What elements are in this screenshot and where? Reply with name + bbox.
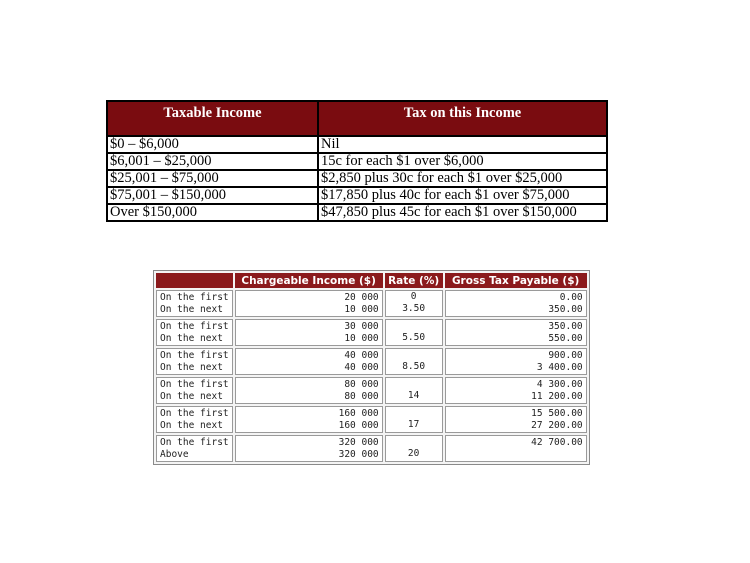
table1-bracket-cell: $0 – $6,000 bbox=[107, 136, 318, 153]
table1-row bbox=[107, 204, 607, 221]
table2-gross-cell-line bbox=[449, 449, 583, 461]
table2-label-cell-line: On the first bbox=[160, 350, 229, 361]
table2-rate-cell-line: 20 bbox=[407, 448, 420, 459]
table2-income-cell-line: 20 000 bbox=[344, 292, 379, 303]
table2-label-cell-line: On the first bbox=[160, 408, 229, 419]
table1-bracket-cell: Over $150,000 bbox=[107, 204, 318, 221]
table2-rate-cell bbox=[385, 348, 443, 375]
table2-rate-cell-line bbox=[389, 436, 439, 448]
table1-header-taxable-income: Taxable Income bbox=[107, 101, 318, 136]
table2-label-cell-line: On the first bbox=[160, 292, 229, 303]
table2-label-cell-line: On the next bbox=[160, 420, 223, 431]
table2-rate-cell-line: 8.50 bbox=[402, 361, 426, 372]
table2-gross-cell bbox=[445, 435, 587, 462]
table2-gross-cell-line: 27 200.00 bbox=[531, 420, 583, 431]
table2-row bbox=[156, 319, 587, 346]
table2-income-cell-line: 10 000 bbox=[344, 333, 379, 344]
table1-row bbox=[107, 153, 607, 170]
table1-row bbox=[107, 136, 607, 153]
table2-gross-cell-line: 900.00 bbox=[548, 350, 583, 361]
table2-header-chargeable-income: Chargeable Income ($) bbox=[235, 273, 383, 288]
table2-rate-cell-line: 5.50 bbox=[402, 332, 426, 343]
table2-label-cell-line: On the first bbox=[160, 321, 229, 332]
table1-tax-cell: 15c for each $1 over $6,000 bbox=[318, 153, 607, 170]
table2-header-row bbox=[156, 273, 587, 288]
table2-row bbox=[156, 290, 587, 317]
table2-gross-cell-line: 42 700.00 bbox=[531, 437, 583, 448]
table2-income-cell-line: 80 000 bbox=[344, 391, 379, 402]
table2-income-cell-line: 320 000 bbox=[338, 449, 379, 460]
table2-label-cell bbox=[156, 435, 233, 462]
table2-label-cell-line: On the next bbox=[160, 362, 223, 373]
table2-gross-cell bbox=[445, 377, 587, 404]
table2-rate-cell bbox=[385, 406, 443, 433]
table2-income-cell-line: 40 000 bbox=[344, 362, 379, 373]
table2-gross-cell-line: 550.00 bbox=[548, 333, 583, 344]
chargeable-income-table bbox=[154, 271, 589, 464]
table1-header-tax-on-income: Tax on this Income bbox=[318, 101, 607, 136]
table1-tax-cell: $17,850 plus 40c for each $1 over $75,000 bbox=[318, 187, 607, 204]
table1-bracket-cell: $25,001 – $75,000 bbox=[107, 170, 318, 187]
table1-tax-cell: Nil bbox=[318, 136, 607, 153]
table1-tax-cell: $2,850 plus 30c for each $1 over $25,000 bbox=[318, 170, 607, 187]
table2-income-cell bbox=[235, 319, 383, 346]
table2-label-cell-line: Above bbox=[160, 449, 189, 460]
table2-income-cell bbox=[235, 377, 383, 404]
table2-label-cell-line: On the next bbox=[160, 333, 223, 344]
table1-bracket-cell: $75,001 – $150,000 bbox=[107, 187, 318, 204]
table2-gross-cell-line: 3 400.00 bbox=[536, 362, 583, 373]
table2-label-cell bbox=[156, 348, 233, 375]
chargeable-income-table-frame bbox=[153, 270, 590, 465]
table2-rate-cell-line: 0 bbox=[410, 291, 417, 302]
taxable-income-table bbox=[106, 100, 608, 222]
table1-row bbox=[107, 187, 607, 204]
table2-row bbox=[156, 406, 587, 433]
table2-gross-cell-line: 11 200.00 bbox=[531, 391, 583, 402]
table1-header-row bbox=[107, 101, 607, 136]
table2-income-cell bbox=[235, 406, 383, 433]
table2-income-cell-line: 40 000 bbox=[344, 350, 379, 361]
table2-label-cell bbox=[156, 290, 233, 317]
table2-rate-cell-line bbox=[389, 378, 439, 390]
table1-tax-cell: $47,850 plus 45c for each $1 over $150,000 bbox=[318, 204, 607, 221]
table2-gross-cell-line: 15 500.00 bbox=[531, 408, 583, 419]
table2-income-cell-line: 160 000 bbox=[338, 420, 379, 431]
table2-row bbox=[156, 377, 587, 404]
table1-row bbox=[107, 170, 607, 187]
table2-label-cell-line: On the next bbox=[160, 304, 223, 315]
table2-income-cell-line: 80 000 bbox=[344, 379, 379, 390]
table2-gross-cell bbox=[445, 319, 587, 346]
table2-row bbox=[156, 435, 587, 462]
table2-rate-cell-line: 3.50 bbox=[402, 303, 426, 314]
table2-label-cell-line: On the next bbox=[160, 391, 223, 402]
table2-label-cell bbox=[156, 377, 233, 404]
table2-income-cell-line: 320 000 bbox=[338, 437, 379, 448]
table2-income-cell-line: 160 000 bbox=[338, 408, 379, 419]
table2-label-cell-line: On the first bbox=[160, 437, 229, 448]
table2-rate-cell-line: 14 bbox=[407, 390, 420, 401]
table2-gross-cell-line: 350.00 bbox=[548, 321, 583, 332]
table2-row bbox=[156, 348, 587, 375]
table2-rate-cell bbox=[385, 377, 443, 404]
table2-gross-cell bbox=[445, 348, 587, 375]
table2-rate-cell bbox=[385, 319, 443, 346]
table2-income-cell-line: 10 000 bbox=[344, 304, 379, 315]
table2-header-gross-tax: Gross Tax Payable ($) bbox=[445, 273, 587, 288]
table2-income-cell bbox=[235, 435, 383, 462]
table2-income-cell bbox=[235, 290, 383, 317]
table2-gross-cell-line: 350.00 bbox=[548, 304, 583, 315]
table2-rate-cell bbox=[385, 435, 443, 462]
table2-rate-cell-line: 17 bbox=[407, 419, 420, 430]
table2-label-cell bbox=[156, 319, 233, 346]
table1-bracket-cell: $6,001 – $25,000 bbox=[107, 153, 318, 170]
table2-header-rate: Rate (%) bbox=[385, 273, 443, 288]
table2-header-blank bbox=[156, 273, 233, 288]
table2-rate-cell bbox=[385, 290, 443, 317]
table2-gross-cell-line: 4 300.00 bbox=[536, 379, 583, 390]
table2-income-cell-line: 30 000 bbox=[344, 321, 379, 332]
table2-gross-cell bbox=[445, 290, 587, 317]
table2-gross-cell-line: 0.00 bbox=[559, 292, 583, 303]
table2-rate-cell-line bbox=[389, 407, 439, 419]
table2-label-cell-line: On the first bbox=[160, 379, 229, 390]
table2-gross-cell bbox=[445, 406, 587, 433]
table2-rate-cell-line bbox=[389, 320, 439, 332]
table2-income-cell bbox=[235, 348, 383, 375]
table2-label-cell bbox=[156, 406, 233, 433]
table2-rate-cell-line bbox=[389, 349, 439, 361]
